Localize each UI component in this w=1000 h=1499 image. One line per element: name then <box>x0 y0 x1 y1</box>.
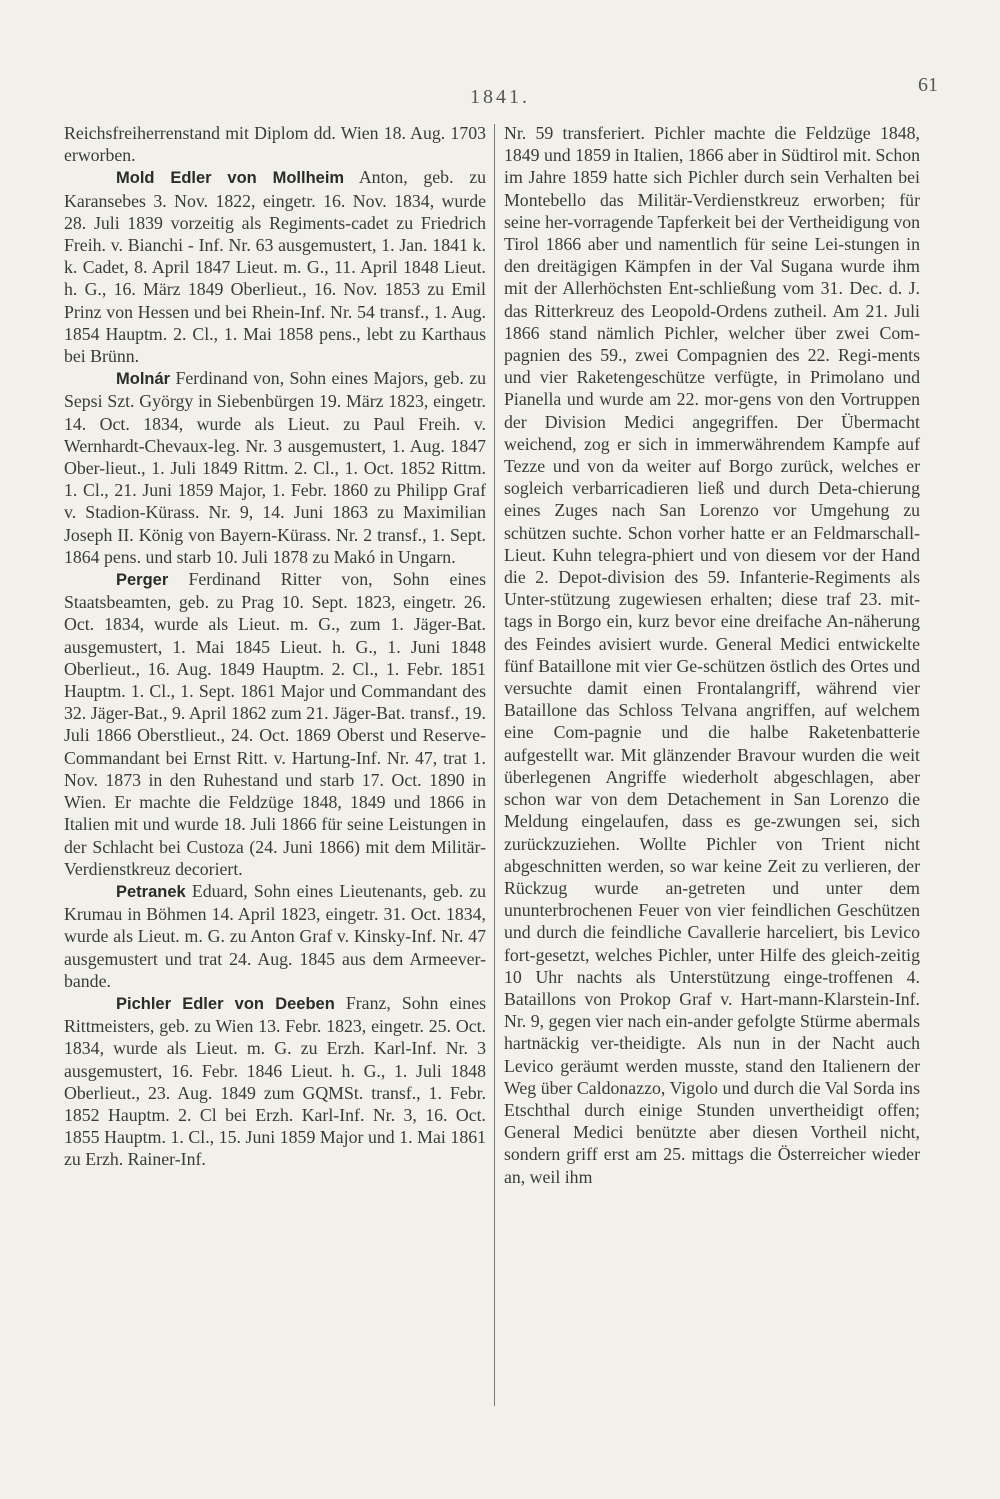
entry-text: Eduard, Sohn eines Lieutenants, geb. zu Krumau in Böhmen 14. April 1823, eingetr. 31. Oct. 1834, wurde als Lieut. m. G. zu Anton Graf v. Kinsky-Inf. Nr. 47 ausgemustert und trat 24. Aug. 1845 aus dem Armeever-bande. <box>64 880 486 991</box>
entry-surname: Petranek <box>116 882 186 901</box>
entry-pichler <box>64 992 486 1171</box>
entry-petranek <box>64 880 486 992</box>
paragraph-continuation <box>64 122 486 166</box>
entry-surname: Molnár <box>116 370 171 389</box>
entry-surname: Pichler Edler von Deeben <box>116 994 335 1013</box>
entry-text: Anton, geb. zu Karansebes 3. Nov. 1822, eingetr. 16. Nov. 1834, wurde 28. Juli 1839 vorzeitig als Regiments-cadet zu Friedrich Freih. v. Bianchi - Inf. Nr. 63 ausgemustert, 1. Jan. 1841 k. k. Cadet, 8. April 1847 Lieut. m. G., 11. April 1848 Lieut. h. G., 16. März 1849 Oberlieut., 16. Nov. 1853 zu Emil Prinz von Hessen und bei Rhein-Inf. Nr. 54 transf., 1. Aug. 1854 Hauptm. 2. Cl., 1. Mai 1858 pens., lebt zu Karthaus bei Brünn. <box>64 167 486 367</box>
entry-surname: Perger <box>116 571 169 590</box>
right-column <box>504 122 920 1188</box>
column-divider <box>494 124 495 1406</box>
entry-text: Reichsfreiherrenstand mit Diplom dd. Wien 18. Aug. 1703 erworben. <box>64 123 486 166</box>
page-number: 61 <box>918 74 938 96</box>
running-head-year: 1841. <box>470 86 530 108</box>
entry-text: Ferdinand von, Sohn eines Majors, geb. zu Sepsi Szt. György in Siebenbürgen 19. März 1823, eingetr. 14. Oct. 1834, wurde als Lieut. zu Paul Freih. v. Wernhardt-Chevaux-leg. Nr. 3 ausgemustert, 1. Aug. 1847 Ober-lieut., 1. Juli 1849 Rittm. 2. Cl., 1. Oct. 1852 Rittm. 1. Cl., 21. Juni 1859 Major, 1. Febr. 1860 zu Philipp Graf v. Stadion-Kürass. Nr. 9, 14. Juni 1863 zu Maximilian Joseph II. König von Bayern-Kürass. Nr. 2 transf., 1. Sept. 1864 pens. und starb 10. Juli 1878 zu Makó in Ungarn. <box>64 368 486 567</box>
entry-molnar <box>64 367 486 568</box>
entry-text: Ferdinand Ritter von, Sohn eines Staatsbeamten, geb. zu Prag 10. Sept. 1823, eingetr. 26. Oct. 1834, wurde als Lieut. m. G., zum 1. Jäger-Bat. ausgemustert, 1. Mai 1845 Lieut. h. G., 1. Juni 1848 Oberlieut., 16. Aug. 1849 Hauptm. 2. Cl., 1. Febr. 1851 Hauptm. 1. Cl., 1. Sept. 1861 Major und Commandant des 32. Jäger-Bat., 9. April 1862 zum 21. Jäger-Bat. transf., 19. Juli 1866 Oberstlieut., 24. Oct. 1869 Oberst und Reserve-Commandant bei Ernst Ritt. v. Hartung-Inf. Nr. 47, trat 1. Nov. 1873 in den Ruhestand und starb 17. Oct. 1890 in Wien. Er machte die Feldzüge 1848, 1849 und 1866 in Italien mit und wurde 18. Juli 1866 für seine Leistungen in der Schlacht bei Custoza (24. Juni 1866) mit dem Militär-Verdienstkreuz decoriert. <box>64 569 486 879</box>
paragraph-continuation <box>504 122 920 1188</box>
entry-text: Nr. 59 transferiert. Pichler machte die Feldzüge 1848, 1849 und 1859 in Italien, 1866 aber in Südtirol mit. Schon im Jahre 1859 hatte sich Pichler durch sein Verhalten bei Montebello das Militär-Verdienstkreuz erworben; für seine her-vorragende Tapferkeit bei der Vertheidigung von Tirol 1866 aber und namentlich für seine Lei-stungen in den dreitägigen Kämpfen in der Val Sugana wurde ihm mit der Allerhöchsten Ent-schließung vom 31. Dec. d. J. das Ritterkreuz des Leopold-Ordens zutheil. Am 21. Juli 1866 stand nämlich Pichler, welcher über zwei Com-pagnien des 59., zwei Compagnien des 22. Regi-ments und vier Raketengeschütze verfügte, in Primolano und Pianella und wurde am 22. mor-gens von den Vortruppen der Division Medici angegriffen. Der Übermacht weichend, zog er sich in immerwährendem Kampfe auf Tezze und von da weiter auf Borgo zurück, welches er sogleich verbarricadieren ließ und durch Deta-chierung eines Zuges nach San Lorenzo vor Umgehung zu schützen suchte. Schon vorher hatte er an Feldmarschall-Lieut. Kuhn telegra-phiert und von diesem vor der Hand die 2. Depot-division des 59. Infanterie-Regiments als Unter-stützung zugewiesen erhalten; diese traf 23. mit-tags in Borgo ein, kurz bevor eine dreifache An-näherung des Feindes avisiert wurde. General Medici entwickelte fünf Bataillone mit vier Ge-schützen östlich des Ortes und versuchte damit einen Frontalangriff, während vier Bataillone das Schloss Telvana angriffen, auf welchem eine Com-pagnie und die halbe Raketenbatterie aufgestellt war. Mit glänzender Bravour wurden die weit überlegenen Angriffe wiederholt abgeschlagen, aber schon war von dem Detachement in San Lorenzo die Meldung eingelaufen, dass es ge-zwungen sei, sich zurückzuziehen. Wollte Pichler von Trient nicht abgeschnitten werden, so war keine Zeit zu verlieren, der Rückzug wurde an-getreten und unter dem ununterbrochenen Feuer von vier feindlichen Geschützen und durch die feindliche Cavallerie harceliert, bis Levico fort-gesetzt, welches Pichler, unter Hilfe des gleich-zeitig 10 Uhr nachts als Unterstützung einge-troffenen 4. Bataillons von Prokop Graf v. Hart-mann-Klarstein-Inf. Nr. 9, gegen vier nach ein-ander gefolgte Stürme abermals hartnäckig ver-theidigte. Als nun in der Nacht auch Levico geräumt werden musste, stand den Italienern der Weg über Caldonazzo, Vigolo und durch die Val Sorda ins Etschthal durch einige Stunden unvertheidigt offen; General Medici benützte aber diesen Vortheil nicht, sondern griff erst am 25. mittags die Österreicher wieder an, weil ihm <box>504 123 920 1187</box>
entry-mold <box>64 166 486 367</box>
entry-surname: Mold Edler von Mollheim <box>116 169 345 188</box>
entry-text: Franz, Sohn eines Rittmeisters, geb. zu Wien 13. Febr. 1823, eingetr. 25. Oct. 1834, wurde als Lieut. m. G. zu Erzh. Karl-Inf. Nr. 3 ausgemustert, 16. Febr. 1846 Lieut. h. G., 1. Juli 1848 Oberlieut., 23. Aug. 1849 zum GQMSt. transf., 1. Febr. 1852 Hauptm. 2. Cl bei Erzh. Karl-Inf. Nr. 3, 16. Oct. 1855 Hauptm. 1. Cl., 15. Juni 1859 Major und 1. Mai 1861 zu Erzh. Rainer-Inf. <box>64 992 487 1170</box>
left-column <box>64 122 486 1171</box>
entry-perger <box>64 568 486 880</box>
